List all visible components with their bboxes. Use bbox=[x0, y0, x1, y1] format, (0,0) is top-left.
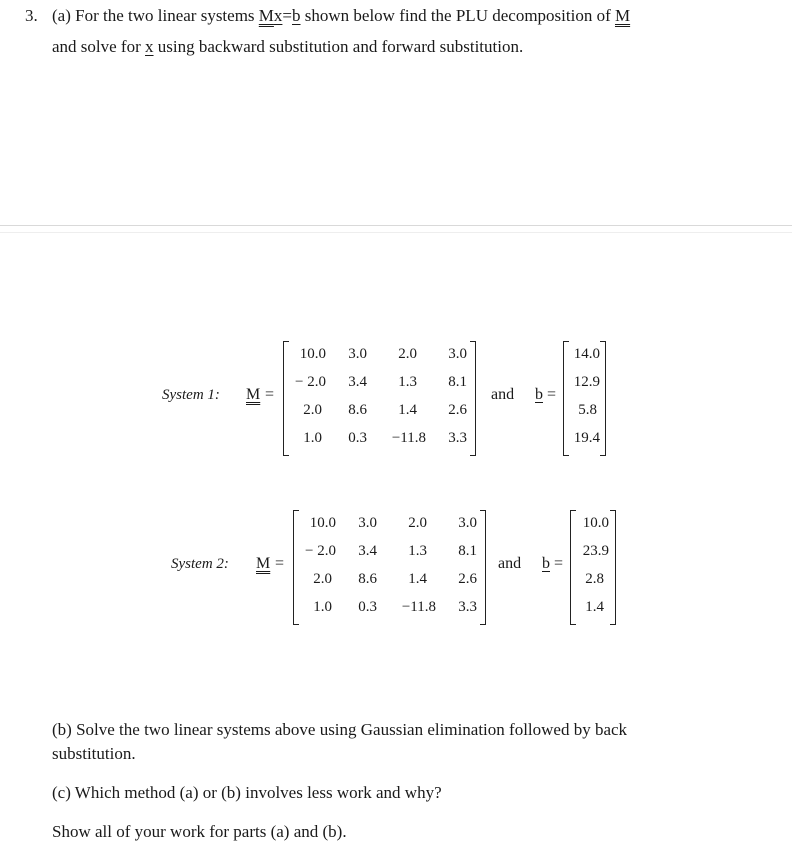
s1-m-r3-c3: 3.3 bbox=[448, 430, 467, 446]
s1-m-r1-c2: 1.3 bbox=[398, 374, 417, 390]
system-1-right-bracket bbox=[470, 341, 476, 456]
part-b-line-2: substitution. bbox=[52, 744, 136, 763]
part-a-line2-start: and solve for bbox=[52, 37, 146, 56]
matrix-M-symbol: M bbox=[258, 6, 274, 25]
system-2-label: System 2: bbox=[171, 556, 229, 572]
part-a-line-2 bbox=[52, 37, 523, 57]
s2-b-r2: 2.8 bbox=[585, 571, 604, 587]
s1-m-r3-c0: 1.0 bbox=[303, 430, 322, 446]
s1-m-r0-c3: 3.0 bbox=[448, 346, 467, 362]
s1-b-r1: 12.9 bbox=[573, 374, 600, 390]
vector-x-symbol-2: x bbox=[145, 37, 154, 56]
s2-m-r3-c0: 1.0 bbox=[313, 599, 332, 615]
s1-m-r2-c3: 2.6 bbox=[448, 402, 467, 418]
s1-m-r2-c1: 8.6 bbox=[348, 402, 367, 418]
s1-m-r0-c1: 3.0 bbox=[348, 346, 367, 362]
s1-m-r1-c3: 8.1 bbox=[448, 374, 467, 390]
s2-b-r3: 1.4 bbox=[585, 599, 604, 615]
part-a-intro-end: shown below find the PLU decomposition of bbox=[300, 6, 615, 25]
s2-m-r1-c3: 8.1 bbox=[458, 543, 477, 559]
s2-m-r3-c1: 0.3 bbox=[358, 599, 377, 615]
s1-m-r3-c2: −11.8 bbox=[391, 430, 426, 446]
s1-b-r2: 5.8 bbox=[578, 402, 597, 418]
s2-m-r0-c1: 3.0 bbox=[358, 515, 377, 531]
s1-b-r3: 19.4 bbox=[573, 430, 600, 446]
s2-b-r0: 10.0 bbox=[582, 515, 609, 531]
system-1-b-right-bracket bbox=[600, 341, 606, 456]
part-c: (c) Which method (a) or (b) involves less work and why? bbox=[52, 783, 442, 802]
system-1-and: and bbox=[491, 386, 515, 403]
s1-m-r1-c0: − 2.0 bbox=[295, 374, 326, 390]
s1-m-r2-c0: 2.0 bbox=[303, 402, 322, 418]
system-1-b-label: b bbox=[535, 386, 543, 403]
s2-m-r1-c0: − 2.0 bbox=[305, 543, 336, 559]
system-2-b-label: b bbox=[542, 555, 550, 572]
system-2-right-bracket bbox=[480, 510, 486, 625]
matrix-M-symbol-2: M bbox=[614, 6, 631, 25]
part-a-line2-end: using backward substitution and forward substitution. bbox=[153, 37, 524, 56]
s2-m-r1-c2: 1.3 bbox=[408, 543, 427, 559]
s2-m-r0-c2: 2.0 bbox=[408, 515, 427, 531]
system-1-b-equals: = bbox=[547, 386, 557, 403]
s2-m-r2-c2: 1.4 bbox=[408, 571, 427, 587]
part-a-intro: (a) For the two linear systems bbox=[52, 6, 259, 25]
s2-m-r3-c2: −11.8 bbox=[401, 599, 436, 615]
equals-sign: = bbox=[282, 6, 293, 25]
s2-m-r0-c3: 3.0 bbox=[458, 515, 477, 531]
system-2-and: and bbox=[498, 555, 522, 572]
s2-m-r2-c3: 2.6 bbox=[458, 571, 477, 587]
s2-m-r3-c3: 3.3 bbox=[458, 599, 477, 615]
s1-m-r0-c0: 10.0 bbox=[299, 346, 326, 362]
s2-m-r1-c1: 3.4 bbox=[358, 543, 377, 559]
s1-b-r0: 14.0 bbox=[573, 346, 600, 362]
part-b-line-1: (b) Solve the two linear systems above using Gaussian elimination followed by back bbox=[52, 720, 628, 739]
system-1-M-label: M bbox=[246, 386, 261, 403]
system-2-b-equals: = bbox=[554, 555, 564, 572]
s1-m-r1-c1: 3.4 bbox=[348, 374, 367, 390]
divider-line bbox=[0, 225, 792, 226]
divider-line-2 bbox=[0, 232, 792, 233]
system-2-equals: = bbox=[275, 555, 285, 572]
system-2-M-label: M bbox=[256, 555, 271, 572]
system-1-label: System 1: bbox=[162, 387, 220, 403]
s2-m-r2-c0: 2.0 bbox=[313, 571, 332, 587]
part-a-line-1 bbox=[52, 6, 630, 26]
vector-b-symbol: b bbox=[292, 6, 301, 25]
problem-number: 3. bbox=[25, 6, 38, 25]
s1-m-r3-c1: 0.3 bbox=[348, 430, 367, 446]
s1-m-r0-c2: 2.0 bbox=[398, 346, 417, 362]
s1-m-r2-c2: 1.4 bbox=[398, 402, 417, 418]
s2-m-r2-c1: 8.6 bbox=[358, 571, 377, 587]
s2-m-r0-c0: 10.0 bbox=[309, 515, 336, 531]
s2-b-r1: 23.9 bbox=[582, 543, 609, 559]
vector-x-symbol: x bbox=[273, 6, 283, 25]
system-2-b-right-bracket bbox=[610, 510, 616, 625]
system-1-equals: = bbox=[265, 386, 275, 403]
show-work-instruction: Show all of your work for parts (a) and (b). bbox=[52, 822, 347, 841]
